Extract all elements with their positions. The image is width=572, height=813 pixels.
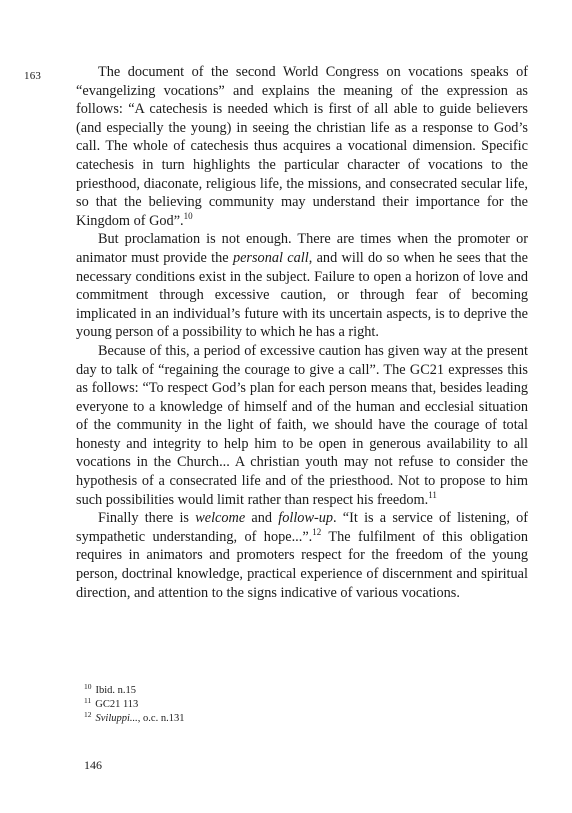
emphasis-text: Sviluppi... — [95, 713, 138, 724]
footnote — [84, 709, 185, 726]
text-run: , and will do so when he sees that the necessary conditions exist in the subject. Failure to open a horizon of love and commitment through excessive caution, or through fear of becoming implicated in an individual’s future with its uncertain aspects, is to deprive the young person of a possibility to which he has a right. — [76, 249, 528, 341]
footnote-number: 11 — [84, 695, 92, 705]
paragraph — [76, 230, 528, 342]
text-run: Ibid. n.15 — [95, 685, 137, 696]
footnote-reference: 10 — [183, 210, 193, 221]
footnote-reference: 12 — [312, 527, 322, 538]
emphasis-text: personal call — [232, 249, 309, 266]
footnotes — [84, 681, 185, 726]
text-run: GC21 113 — [95, 699, 139, 710]
emphasis-text: welcome — [195, 510, 246, 527]
body-text — [76, 63, 528, 602]
footnote-number: 12 — [84, 709, 92, 719]
text-run: The fulfilment of this obligation requires in animators and promoters respect for the freedom of the young person, doctrinal knowledge, practical experience of discernment and spiritual direction, and attention to the signs indicative of various vocations. — [76, 528, 528, 601]
text-run: and — [245, 510, 279, 527]
text-run: Because of this, a period of excessive caution has given way at the present day to talk of “regaining the courage to give a call”. The GC21 expresses this as follows: “To respect God’s plan for each person means that, besides leading everyone to a knowledge of himself and of the human and ecclesial situation of the community in the light of faith, we should have the courage of total honesty and integrity to help him to be open in generous availability to all vocations in the Church... A christian youth may not refuse to consider the hypothesis of a consecrated life and of the priesthood. Not to propose to him such possibilities would limit rather than respect his freedom. — [76, 342, 528, 508]
footnote — [84, 695, 184, 712]
footnote — [84, 681, 184, 698]
text-run: Finally there is — [98, 510, 196, 527]
text-run: . “It is a service of listening, of sympathetic understanding, of hope...”. — [76, 510, 528, 545]
page-number: 146 — [84, 758, 102, 772]
paragraph — [76, 63, 528, 230]
footnote-number: 10 — [84, 681, 92, 691]
margin-paragraph-number: 163 — [24, 70, 42, 82]
footnote-reference: 11 — [428, 489, 437, 500]
text-run: The document of the second World Congress on vocations speaks of “evangelizing vocations” and explains the meaning of the expression as follows: “A catechesis is needed which is first of all able to guide believers (and especially the young) in seeing the christian life as a response to God’s call. The whole of catechesis thus acquires a vocational dimension. Specific catechesis in turn highlights the particular character of vocations to the priesthood, diaconate, religious life, the missions, and consecrated secular life, so that the believing community may understand their importance for the Kingdom of God”. — [76, 64, 528, 229]
emphasis-text: follow-up — [278, 510, 334, 527]
text-run: But proclamation is not enough. There are times when the promoter or animator must provide the — [76, 231, 528, 266]
text-run: , o.c. n.131 — [137, 713, 185, 724]
paragraph — [76, 509, 528, 602]
paragraph — [76, 342, 528, 509]
